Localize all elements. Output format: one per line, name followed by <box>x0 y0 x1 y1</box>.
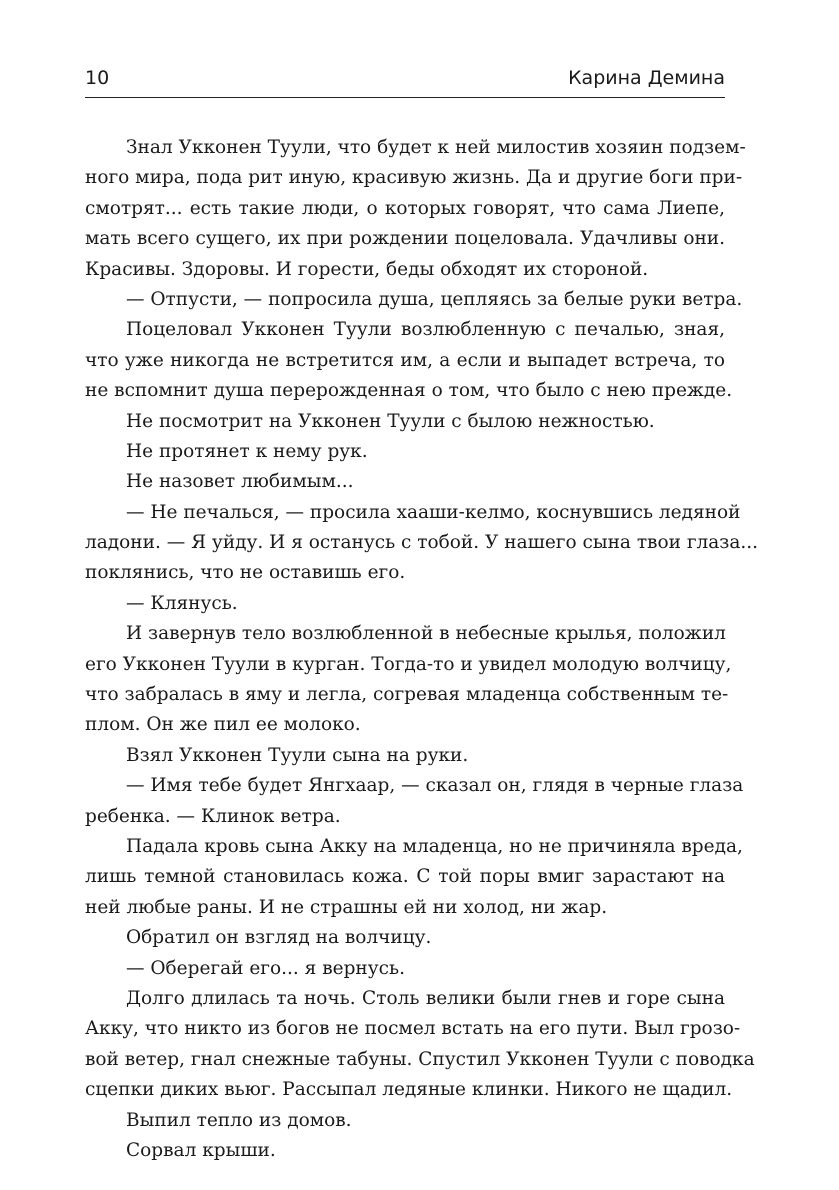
text-line: смотрят... есть такие люди, о которых говорят, что сама Лиепе, <box>85 197 725 219</box>
text-line: плом. Он же пил ее молоко. <box>85 714 361 736</box>
text-line: что забралась в яму и легла, согревая младенца собственным те- <box>85 684 729 706</box>
text-line: — Имя тебе будет Янгхаар, — сказал он, глядя в черные глаза <box>126 775 744 797</box>
text-line: Падала кровь сына Акку на младенца, но не причиняла вреда, <box>126 835 743 857</box>
text-line: Не посмотрит на Укконен Туули с былою нежностью. <box>126 410 655 432</box>
text-line: его Укконен Туули в курган. Тогда-то и увидел молодую волчицу, <box>85 653 732 675</box>
text-line: — Клянусь. <box>126 592 238 614</box>
paragraph <box>85 954 725 984</box>
text-line: Красивы. Здоровы. И горести, беды обходят их стороной. <box>85 258 649 280</box>
running-title: Карина Демина <box>568 67 725 89</box>
text-line: ней любые раны. И не страшны ей ни холод, ни жар. <box>85 896 608 918</box>
paragraph <box>85 984 755 1106</box>
text-line: сцепки диких вьюг. Рассыпал ледяные клинки. Никого не щадил. <box>85 1079 733 1101</box>
paragraph <box>85 437 725 467</box>
text-line: Акку, что никто из богов не посмел встать на его пути. Выл грозо- <box>85 1018 741 1040</box>
paragraph <box>85 741 725 771</box>
text-line: Долго длилась та ночь. Столь велики были гнев и горе сына <box>126 987 725 1009</box>
text-line: Обратил он взгляд на волчицу. <box>126 927 432 949</box>
body-text <box>85 133 759 1166</box>
paragraph <box>85 498 759 589</box>
text-line: И завернув тело возлюбленной в небесные крылья, положил <box>126 623 726 645</box>
text-line: ладони. — Я уйду. И я останусь с тобой. У нашего сына твои глаза... <box>85 532 759 554</box>
text-line: Сорвал крыши. <box>126 1139 276 1161</box>
paragraph <box>85 619 732 741</box>
text-line: — Оберегай его... я вернусь. <box>126 957 405 979</box>
text-line: Знал Укконен Туули, что будет к ней милостив хозяин подзем- <box>126 137 746 158</box>
page-header <box>85 63 725 98</box>
text-line: Взял Укконен Туули сына на руки. <box>126 744 469 766</box>
paragraph <box>85 832 743 923</box>
paragraph <box>85 589 725 619</box>
paragraph <box>85 1106 725 1136</box>
paragraph <box>85 467 725 497</box>
text-line: Выпил тепло из домов. <box>126 1109 352 1131</box>
text-line: не вспомнит душа перерожденная о том, что было с нею прежде. <box>85 380 733 402</box>
text-line: ребенка. — Клинок ветра. <box>85 805 341 827</box>
paragraph <box>85 1136 725 1166</box>
text-line: Не назовет любимым... <box>126 471 354 493</box>
text-line: ного мира, пода рит иную, красивую жизнь. Да и другие боги при- <box>85 167 743 189</box>
text-line: — Не печалься, — просила хааши-келмо, коснувшись ледяной <box>126 501 741 523</box>
page-number: 10 <box>85 67 110 89</box>
text-line: лишь темной становилась кожа. С той поры вмиг зарастают на <box>85 866 725 888</box>
text-line: что уже никогда не встретится им, а если и выпадет встреча, то <box>85 349 725 371</box>
text-line: Поцеловал Укконен Туули возлюбленную с печалью, зная, <box>126 319 725 341</box>
paragraph <box>85 771 744 832</box>
text-line: вой ветер, гнал снежные табуны. Спустил Укконен Туули с поводка <box>85 1048 755 1070</box>
paragraph <box>85 923 725 953</box>
text-line: поклянись, что не оставишь его. <box>85 562 406 584</box>
text-line: — Отпусти, — попросила душа, цепляясь за белые руки ветра. <box>126 288 743 310</box>
paragraph <box>85 133 746 285</box>
text-line: Не протянет к нему рук. <box>126 440 368 462</box>
text-line: мать всего сущего, их при рождении поцеловала. Удачливы они. <box>85 228 725 250</box>
paragraph <box>85 315 733 406</box>
paragraph <box>85 407 725 437</box>
paragraph <box>85 285 743 315</box>
